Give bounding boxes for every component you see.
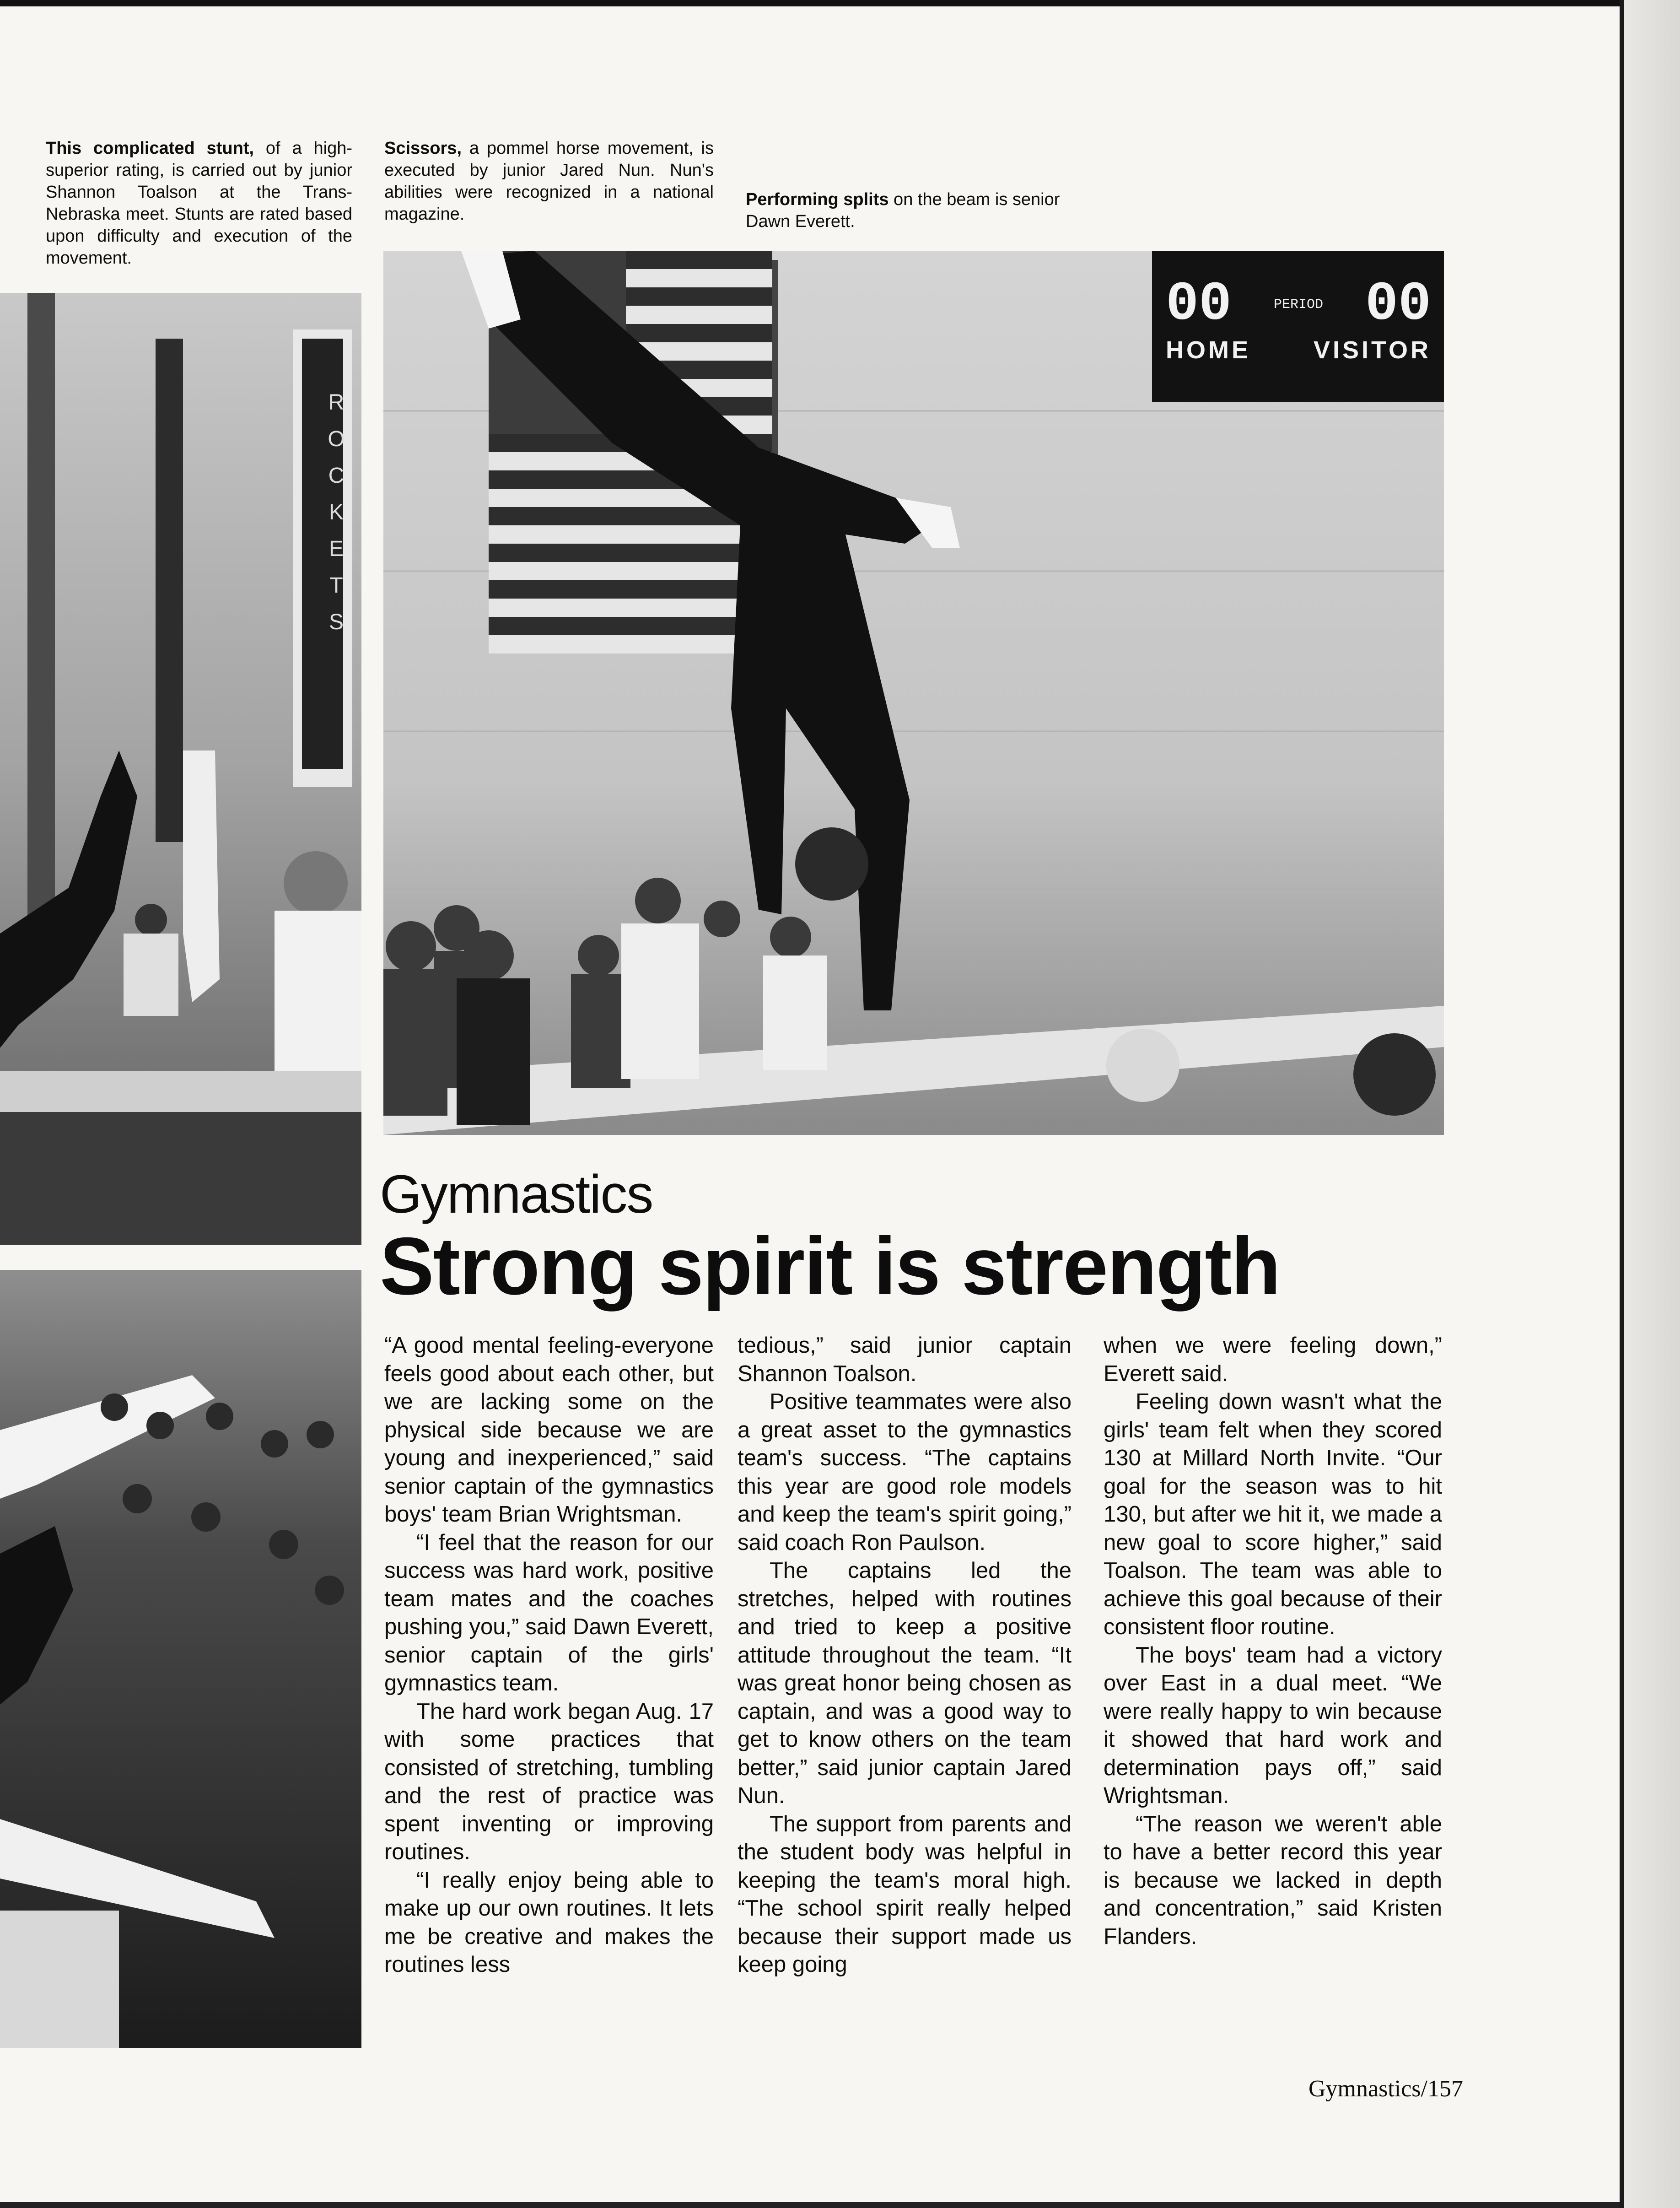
col2-paragraph: Positive teammates were also a great asset to the gymnastics team's success. “The captains this year are good role models and keep the team's spirit going,” said coach Ron Paulson. — [738, 1389, 1072, 1555]
col3-paragraph: The boys' team had a victory over East in a dual meet. “We were really happy to win because it showed that hard work and determination pays off,” said Wrightsman. — [1104, 1642, 1442, 1808]
article-column-3 — [1104, 1332, 1442, 1951]
scoreboard-visitor-label: VISITOR — [1313, 336, 1431, 364]
page-top-edge — [0, 0, 1680, 6]
photo-beam-splits — [383, 251, 1444, 1135]
col2-paragraph: The captains led the stretches, helped with routines and tried to keep a positive attitude throughout the team. “It was great honor being chosen as captain, and was a good way to get to know others on the team better,” said junior captain Jared Nun. — [738, 1558, 1072, 1808]
scoreboard-home-score: 00 — [1166, 274, 1232, 336]
caption-scissors-lead: Scissors, — [384, 139, 462, 158]
col1-paragraph: “I really enjoy being able to make up our own routines. It lets me be creative and makes the routines less — [384, 1868, 714, 1977]
caption-stunt — [46, 137, 352, 269]
article-kicker: Gymnastics — [380, 1164, 653, 1225]
col3-paragraph: Feeling down wasn't what the girls' team felt when they scored 130 at Millard North Invite. “Our goal for the season was to hit 130, but after we hit it, we made a new goal to score higher,” said Toalson. The team was able to achieve this goal because of their consistent floor routine. — [1104, 1389, 1442, 1639]
scoreboard-period: PERIOD — [1273, 297, 1324, 313]
article-column-2 — [738, 1332, 1072, 1979]
caption-splits-lead: Performing splits — [746, 190, 889, 209]
caption-scissors-text: a pommel horse movement, is executed by junior Jared Nun. Nun's abilities were recognized in a national magazine. — [384, 139, 714, 224]
col1-paragraph: The hard work began Aug. 17 with some practices that consisted of stretching, tumbling and the rest of practice was spent inventing or improving routines. — [384, 1699, 714, 1864]
scoreboard-home-label: HOME — [1166, 336, 1251, 364]
col1-paragraph: “A good mental feeling-everyone feels good about each other, but we are lacking some on the physical side because we are young and inexperienced,” said senior captain of the gymnastics boys' team Brian Wrightsman. — [384, 1333, 714, 1527]
article-headline: Strong spirit is strength — [380, 1220, 1280, 1312]
scoreboard — [1157, 274, 1440, 364]
col1-paragraph: “I feel that the reason for our success was hard work, positive team mates and the coaches pushing you,” said Dawn Everett, senior captain of the girls' gymnastics team. — [384, 1530, 714, 1695]
col2-paragraph: tedious,” said junior captain Shannon Toalson. — [738, 1333, 1072, 1386]
photo-beam-splits-image — [383, 251, 1444, 1135]
caption-stunt-text: of a high-superior rating, is carried out by junior Shannon Toalson at the Trans-Nebraska meet. Stunts are rated based upon difficulty and execution of the movement. — [46, 139, 352, 268]
col2-paragraph: The support from parents and the student body was helpful in keeping the team's moral high. “The school spirit really helped because their support made us keep going — [738, 1811, 1072, 1977]
page-binding-edge — [1620, 0, 1680, 2208]
photo-pommel-horse — [0, 1270, 361, 2048]
photo-beam-stunt-image — [0, 293, 361, 1245]
photo-pommel-horse-image — [0, 1270, 361, 2048]
page-folio: Gymnastics/157 — [1308, 2076, 1463, 2102]
scoreboard-visitor-score: 00 — [1365, 274, 1431, 336]
page-bottom-edge — [0, 2202, 1620, 2208]
caption-splits-text: on the beam is senior Dawn Everett. — [746, 190, 1060, 231]
photo-banner-letters: ROCKETS — [328, 390, 345, 634]
caption-scissors — [384, 137, 714, 225]
col3-paragraph: when we were feeling down,” Everett said. — [1104, 1333, 1442, 1386]
photo-beam-stunt — [0, 293, 361, 1245]
caption-splits — [746, 189, 1098, 232]
col3-paragraph: “The reason we weren't able to have a better record this year is because we lacked in depth and concentration,” said Kristen Flanders. — [1104, 1811, 1442, 1949]
article-column-1 — [384, 1332, 714, 1979]
caption-stunt-lead: This complicated stunt, — [46, 139, 254, 158]
